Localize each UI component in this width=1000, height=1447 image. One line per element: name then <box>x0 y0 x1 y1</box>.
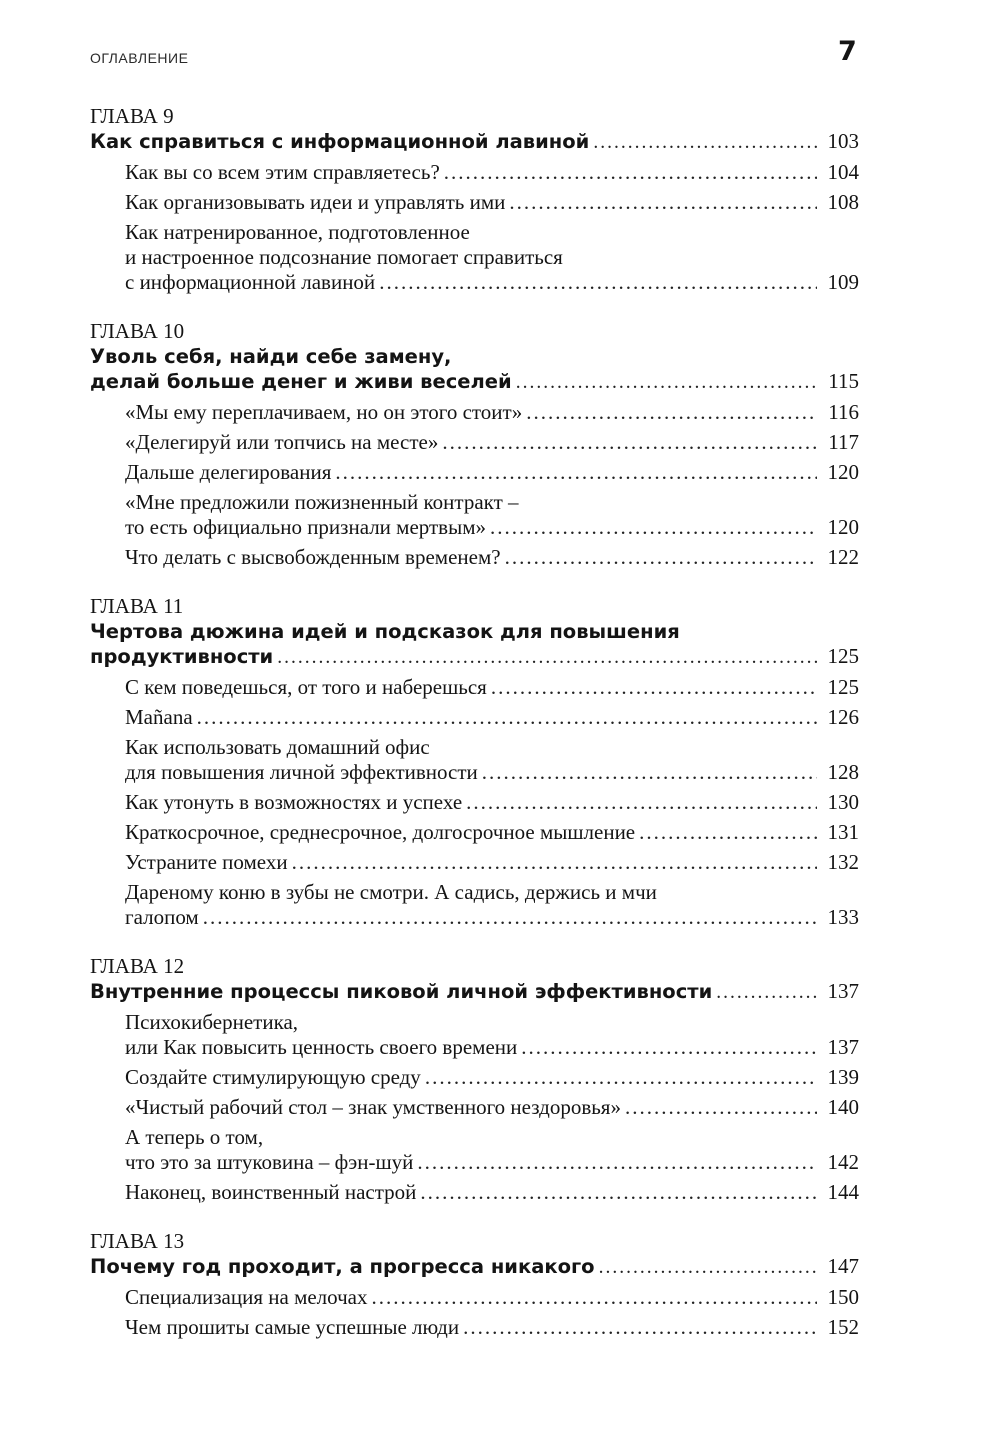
dot-leader <box>625 1095 817 1120</box>
entry-last-line <box>125 430 859 455</box>
toc-entry <box>90 1180 859 1205</box>
page-reference: 103 <box>827 129 859 153</box>
dot-leader <box>505 545 817 570</box>
entry-last-line <box>90 1254 859 1280</box>
dot-leader <box>516 370 817 395</box>
dot-leader <box>277 645 817 670</box>
entry-last-line <box>125 515 859 540</box>
page-reference: 139 <box>827 1065 859 1089</box>
entry-text-line: «Мне предложили пожизненный контракт – <box>125 490 519 514</box>
toc-entry <box>90 430 859 455</box>
dot-leader <box>639 820 817 845</box>
page-reference: 133 <box>827 905 859 929</box>
toc-entry <box>90 220 859 295</box>
entry-text-line: Чем прошиты самые успешные люди <box>125 1315 460 1339</box>
table-of-contents <box>90 104 859 1364</box>
toc-entry <box>90 490 859 540</box>
entry-last-line <box>125 790 859 815</box>
entry-text-line: Чертова дюжина идей и подсказок для повышения <box>90 620 680 643</box>
page-reference: 109 <box>827 270 859 294</box>
dot-leader <box>593 130 817 155</box>
entry-text-line: Как справиться с информационной лавиной <box>90 130 590 153</box>
page-reference: 120 <box>827 515 859 539</box>
dot-leader <box>425 1065 817 1090</box>
entry-last-line <box>90 644 859 670</box>
entry-last-line <box>125 850 859 875</box>
entry-text-line: с информационной лавиной <box>125 270 376 294</box>
entry-last-line <box>125 160 859 185</box>
page-number: 7 <box>838 36 857 67</box>
entry-text-line: Как использовать домашний офис <box>125 735 430 759</box>
page-reference: 104 <box>827 160 859 184</box>
toc-entry <box>90 1315 859 1340</box>
toc-entry <box>90 160 859 185</box>
entry-last-line <box>125 760 859 785</box>
entry-text-line: Почему год проходит, а прогресса никакого <box>90 1255 595 1278</box>
dot-leader <box>526 400 817 425</box>
page-reference: 137 <box>827 979 859 1003</box>
page-reference: 126 <box>827 705 859 729</box>
dot-leader <box>482 760 817 785</box>
entry-text-line: «Мы ему переплачиваем, но он этого стоит» <box>125 400 523 424</box>
entry-last-line <box>125 1180 859 1205</box>
entry-text-line: для повышения личной эффективности <box>125 760 478 784</box>
dot-leader <box>372 1285 817 1310</box>
page-reference: 115 <box>828 369 859 393</box>
entry-last-line <box>125 1150 859 1175</box>
dot-leader <box>335 460 817 485</box>
page-reference: 125 <box>827 675 859 699</box>
entry-text-line: «Чистый рабочий стол – знак умственного нездоровья» <box>125 1095 621 1119</box>
page-reference: 140 <box>827 1095 859 1119</box>
entry-last-line <box>125 190 859 215</box>
entry-text-line: Создайте стимулирующую среду <box>125 1065 421 1089</box>
entry-last-line <box>125 820 859 845</box>
dot-leader <box>521 1035 817 1060</box>
entry-last-line <box>90 979 859 1005</box>
page-reference: 130 <box>827 790 859 814</box>
page-reference: 125 <box>827 644 859 668</box>
chapter-section <box>90 104 859 295</box>
entry-last-line <box>125 1095 859 1120</box>
toc-entry <box>90 400 859 425</box>
entry-text-line: Наконец, воинственный настрой <box>125 1180 417 1204</box>
toc-entry <box>90 1285 859 1310</box>
dot-leader <box>599 1255 817 1280</box>
toc-entry <box>90 190 859 215</box>
toc-entry <box>90 705 859 730</box>
entry-text-line: Mañana <box>125 705 193 729</box>
running-head: ОГЛАВЛЕНИЕ <box>90 50 189 66</box>
entry-last-line <box>125 460 859 485</box>
page-reference: 122 <box>827 545 859 569</box>
toc-entry <box>90 545 859 570</box>
page-reference: 144 <box>827 1180 859 1204</box>
page-reference: 137 <box>827 1035 859 1059</box>
chapter-section <box>90 954 859 1205</box>
dot-leader <box>509 190 817 215</box>
entry-last-line <box>125 545 859 570</box>
entry-text-line: Краткосрочное, среднесрочное, долгосрочное мышление <box>125 820 636 844</box>
entry-text-line: галопом <box>125 905 199 929</box>
entry-last-line <box>125 1065 859 1090</box>
entry-text-line: или Как повысить ценность своего времени <box>125 1035 518 1059</box>
entry-last-line <box>125 675 859 700</box>
page-reference: 152 <box>827 1315 859 1339</box>
chapter-label: ГЛАВА 10 <box>90 319 185 343</box>
page-reference: 108 <box>827 190 859 214</box>
toc-entry <box>90 735 859 785</box>
entry-text-line: Специализация на мелочах <box>125 1285 368 1309</box>
chapter-section <box>90 594 859 930</box>
chapter-label: ГЛАВА 12 <box>90 954 185 978</box>
entry-text-line: делай больше денег и живи веселей <box>90 370 512 393</box>
page-reference: 132 <box>827 850 859 874</box>
chapter-title <box>90 129 859 155</box>
toc-entry <box>90 460 859 485</box>
entry-text-line: Дареному коню в зубы не смотри. А садись, держись и мчи <box>125 880 657 904</box>
entry-last-line <box>125 1035 859 1060</box>
dot-leader <box>379 270 817 295</box>
entry-text-line: Психокибернетика, <box>125 1010 299 1034</box>
entry-text-line: Как вы со всем этим справляетесь? <box>125 160 440 184</box>
chapter-label: ГЛАВА 9 <box>90 104 174 128</box>
dot-leader <box>417 1150 817 1175</box>
entry-last-line <box>125 705 859 730</box>
page-reference: 150 <box>827 1285 859 1309</box>
dot-leader <box>420 1180 817 1205</box>
chapter-title <box>90 344 859 395</box>
toc-entry <box>90 1065 859 1090</box>
page-reference: 128 <box>827 760 859 784</box>
dot-leader <box>716 980 817 1005</box>
page-reference: 147 <box>827 1254 859 1278</box>
entry-text-line: «Делегируй или топчись на месте» <box>125 430 439 454</box>
dot-leader <box>463 1315 817 1340</box>
toc-entry <box>90 675 859 700</box>
entry-text-line: что это за штуковина – фэн-шуй <box>125 1150 414 1174</box>
toc-entry <box>90 1095 859 1120</box>
entry-last-line <box>125 1285 859 1310</box>
dot-leader <box>444 160 817 185</box>
dot-leader <box>197 705 817 730</box>
entry-last-line <box>125 905 859 930</box>
toc-entry <box>90 880 859 930</box>
dot-leader <box>491 675 817 700</box>
entry-text-line: Что делать с высвобожденным временем? <box>125 545 501 569</box>
entry-text-line: С кем поведешься, от того и наберешься <box>125 675 487 699</box>
entry-last-line <box>125 1315 859 1340</box>
page-reference: 120 <box>827 460 859 484</box>
entry-text-line: Устраните помехи <box>125 850 288 874</box>
page-reference: 142 <box>827 1150 859 1174</box>
toc-entry <box>90 820 859 845</box>
entry-text-line: Уволь себя, найди себе замену, <box>90 345 452 368</box>
chapter-label: ГЛАВА 13 <box>90 1229 185 1253</box>
dot-leader <box>442 430 817 455</box>
entry-text-line: А теперь о том, <box>125 1125 264 1149</box>
dot-leader <box>490 515 817 540</box>
entry-last-line <box>90 129 859 155</box>
entry-text-line: Как организовывать идеи и управлять ими <box>125 190 506 214</box>
dot-leader <box>203 905 817 930</box>
entry-text-line: Дальше делегирования <box>125 460 332 484</box>
chapter-label: ГЛАВА 11 <box>90 594 184 618</box>
chapter-title <box>90 979 859 1005</box>
chapter-section <box>90 1229 859 1340</box>
dot-leader <box>292 850 817 875</box>
page-reference: 131 <box>827 820 859 844</box>
entry-text-line: то есть официально признали мертвым» <box>125 515 486 539</box>
chapter-section <box>90 319 859 570</box>
entry-text-line: и настроенное подсознание помогает справиться <box>125 245 563 269</box>
chapter-title <box>90 619 859 670</box>
entry-last-line <box>125 270 859 295</box>
entry-text-line: Как утонуть в возможностях и успехе <box>125 790 463 814</box>
toc-entry <box>90 1010 859 1060</box>
toc-entry <box>90 790 859 815</box>
toc-entry <box>90 850 859 875</box>
entry-text-line: продуктивности <box>90 645 274 668</box>
page-reference: 117 <box>828 430 859 454</box>
chapter-title <box>90 1254 859 1280</box>
entry-text-line: Как натренированное, подготовленное <box>125 220 470 244</box>
page-reference: 116 <box>828 400 859 424</box>
entry-text-line: Внутренние процессы пиковой личной эффективности <box>90 980 713 1003</box>
entry-last-line <box>125 400 859 425</box>
toc-entry <box>90 1125 859 1175</box>
dot-leader <box>466 790 817 815</box>
entry-last-line <box>90 369 859 395</box>
